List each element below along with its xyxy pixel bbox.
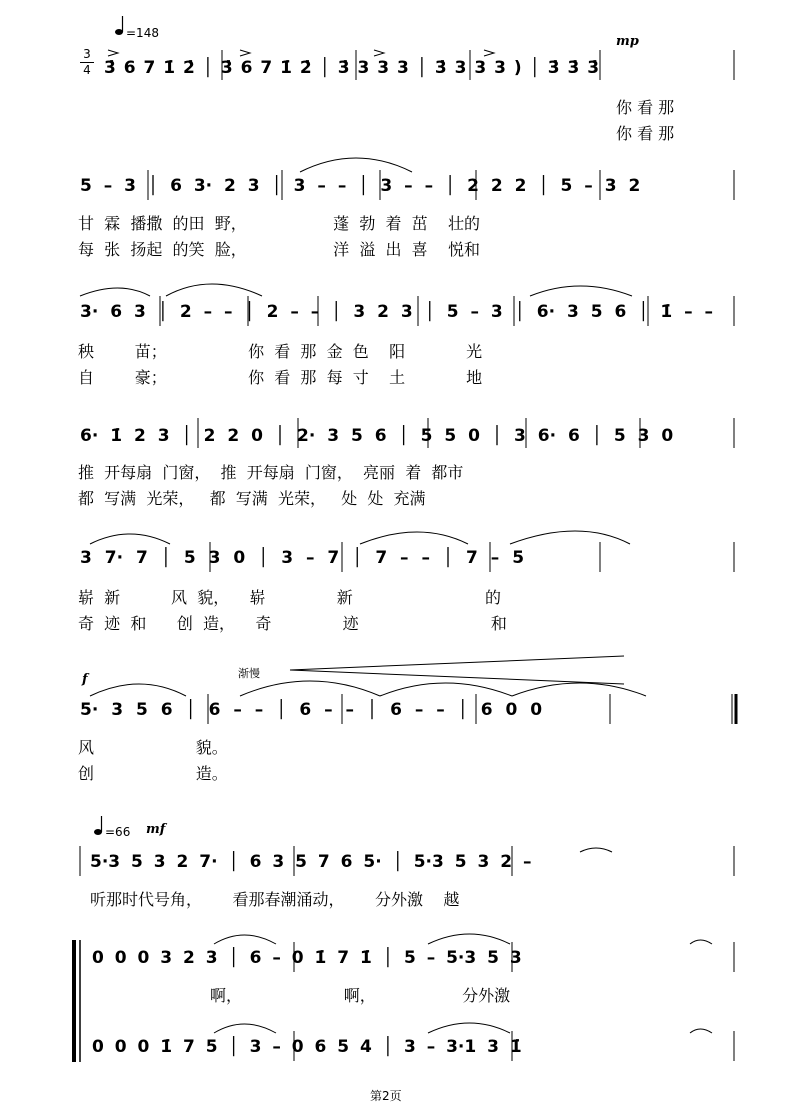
lyric-row-3-verse-1: 秧 苗； 你 看 那 金 色 阳 光	[78, 342, 483, 361]
notes-row-4: 6· 1̇ 2 3 │ 2 2 0 │ 2· 3 5 6 │ 5 5 0 │ 3 6· 6 │ 5 3 0	[80, 426, 674, 446]
lyric-row-4-verse-2: 都 写满 光荣， 都 写满 光荣， 处 处 充满	[78, 489, 426, 508]
notes-row-9: 0 0 0 1̇ 7 5 │ 3 – 0 6 5 4 │ 3 – 3·1 3 1̇	[92, 1037, 522, 1057]
ritardando-marking: 渐慢	[238, 667, 260, 680]
lyric-row-5-verse-1: 崭 新 风 貌， 崭 新 的	[78, 588, 501, 607]
lyric-row-6-verse-2: 创 造。	[78, 764, 228, 783]
notes-row-7: 5·3 5 3 2 7· │ 6 3 5 7 6 5· │ 5·3 5 3 2 –	[90, 852, 532, 872]
lyric-row-5-verse-2: 奇 迹 和 创 造， 奇 迹 和	[78, 614, 507, 633]
dynamic-mp: mp	[616, 34, 639, 49]
notes-row-2: 5 – 3 │ 6 3· 2 3 │ 3 – – │ 3 – – │ 2 2 2 │ 5 – 3 2	[80, 176, 641, 196]
notes-row-5: 3 7· 7 │ 5 3 0 │ 3 – 7 │ 7 – – │ 7 – 5	[80, 548, 525, 568]
page-number: 第2页	[370, 1089, 402, 1103]
lyric-row-2-verse-1: 甘 霖 播撒 的田 野， 蓬 勃 着 茁 壮的	[78, 214, 481, 233]
notes-row-8: 0 0 0 3 2 3 │ 6 – 0 1̇ 7 1̇ │ 5 – 5·3 5 3	[92, 948, 522, 968]
tempo-marking-2: =66	[105, 825, 131, 839]
time-signature-top: 3	[83, 47, 91, 61]
notes-row-3: 3· 6 3 │ 2 – – │ 2 – – │ 3 2 3 │ 5 – 3 │ 6· 3 5 6 │ 1̇ – –	[80, 302, 714, 322]
tempo-marking: =148	[126, 26, 159, 40]
notes-row-6: 5· 3 5 6 │ 6 – – │ 6 – – │ 6 – – │ 6 0 0	[80, 700, 543, 720]
lyric-row-4-verse-1: 推 开每扇 门窗， 推 开每扇 门窗， 亮丽 着 都市	[78, 463, 464, 482]
dynamic-mf: mf	[146, 822, 166, 837]
notes-row-1: 3̇ 6 7 1̇ 2̇ │ 3̇ 6 7 1̇ 2̇ │ 3̇ 3 3 3 │ 3̇ 3 3 3 ) │ 3̇ 3̇ 3̇	[104, 58, 600, 78]
lyric-row-3-verse-2: 自 豪； 你 看 那 每 寸 土 地	[78, 368, 483, 387]
lyric-row-2-verse-2: 每 张 扬起 的笑 脸， 洋 溢 出 喜 悦和	[78, 240, 481, 259]
lyric-row-1-verse-1: 你 看 那	[616, 98, 675, 117]
time-signature-bottom: 4	[83, 63, 91, 77]
lyric-row-1-verse-2: 你 看 那	[616, 124, 675, 143]
lyric-row-8: 啊， 啊， 分外激	[210, 986, 511, 1005]
dynamic-f: f	[82, 672, 88, 687]
lyric-row-6-verse-1: 风 貌。	[78, 738, 228, 757]
lyric-row-7: 听那时代号角， 看那春潮涌动， 分外激 越	[90, 890, 460, 909]
